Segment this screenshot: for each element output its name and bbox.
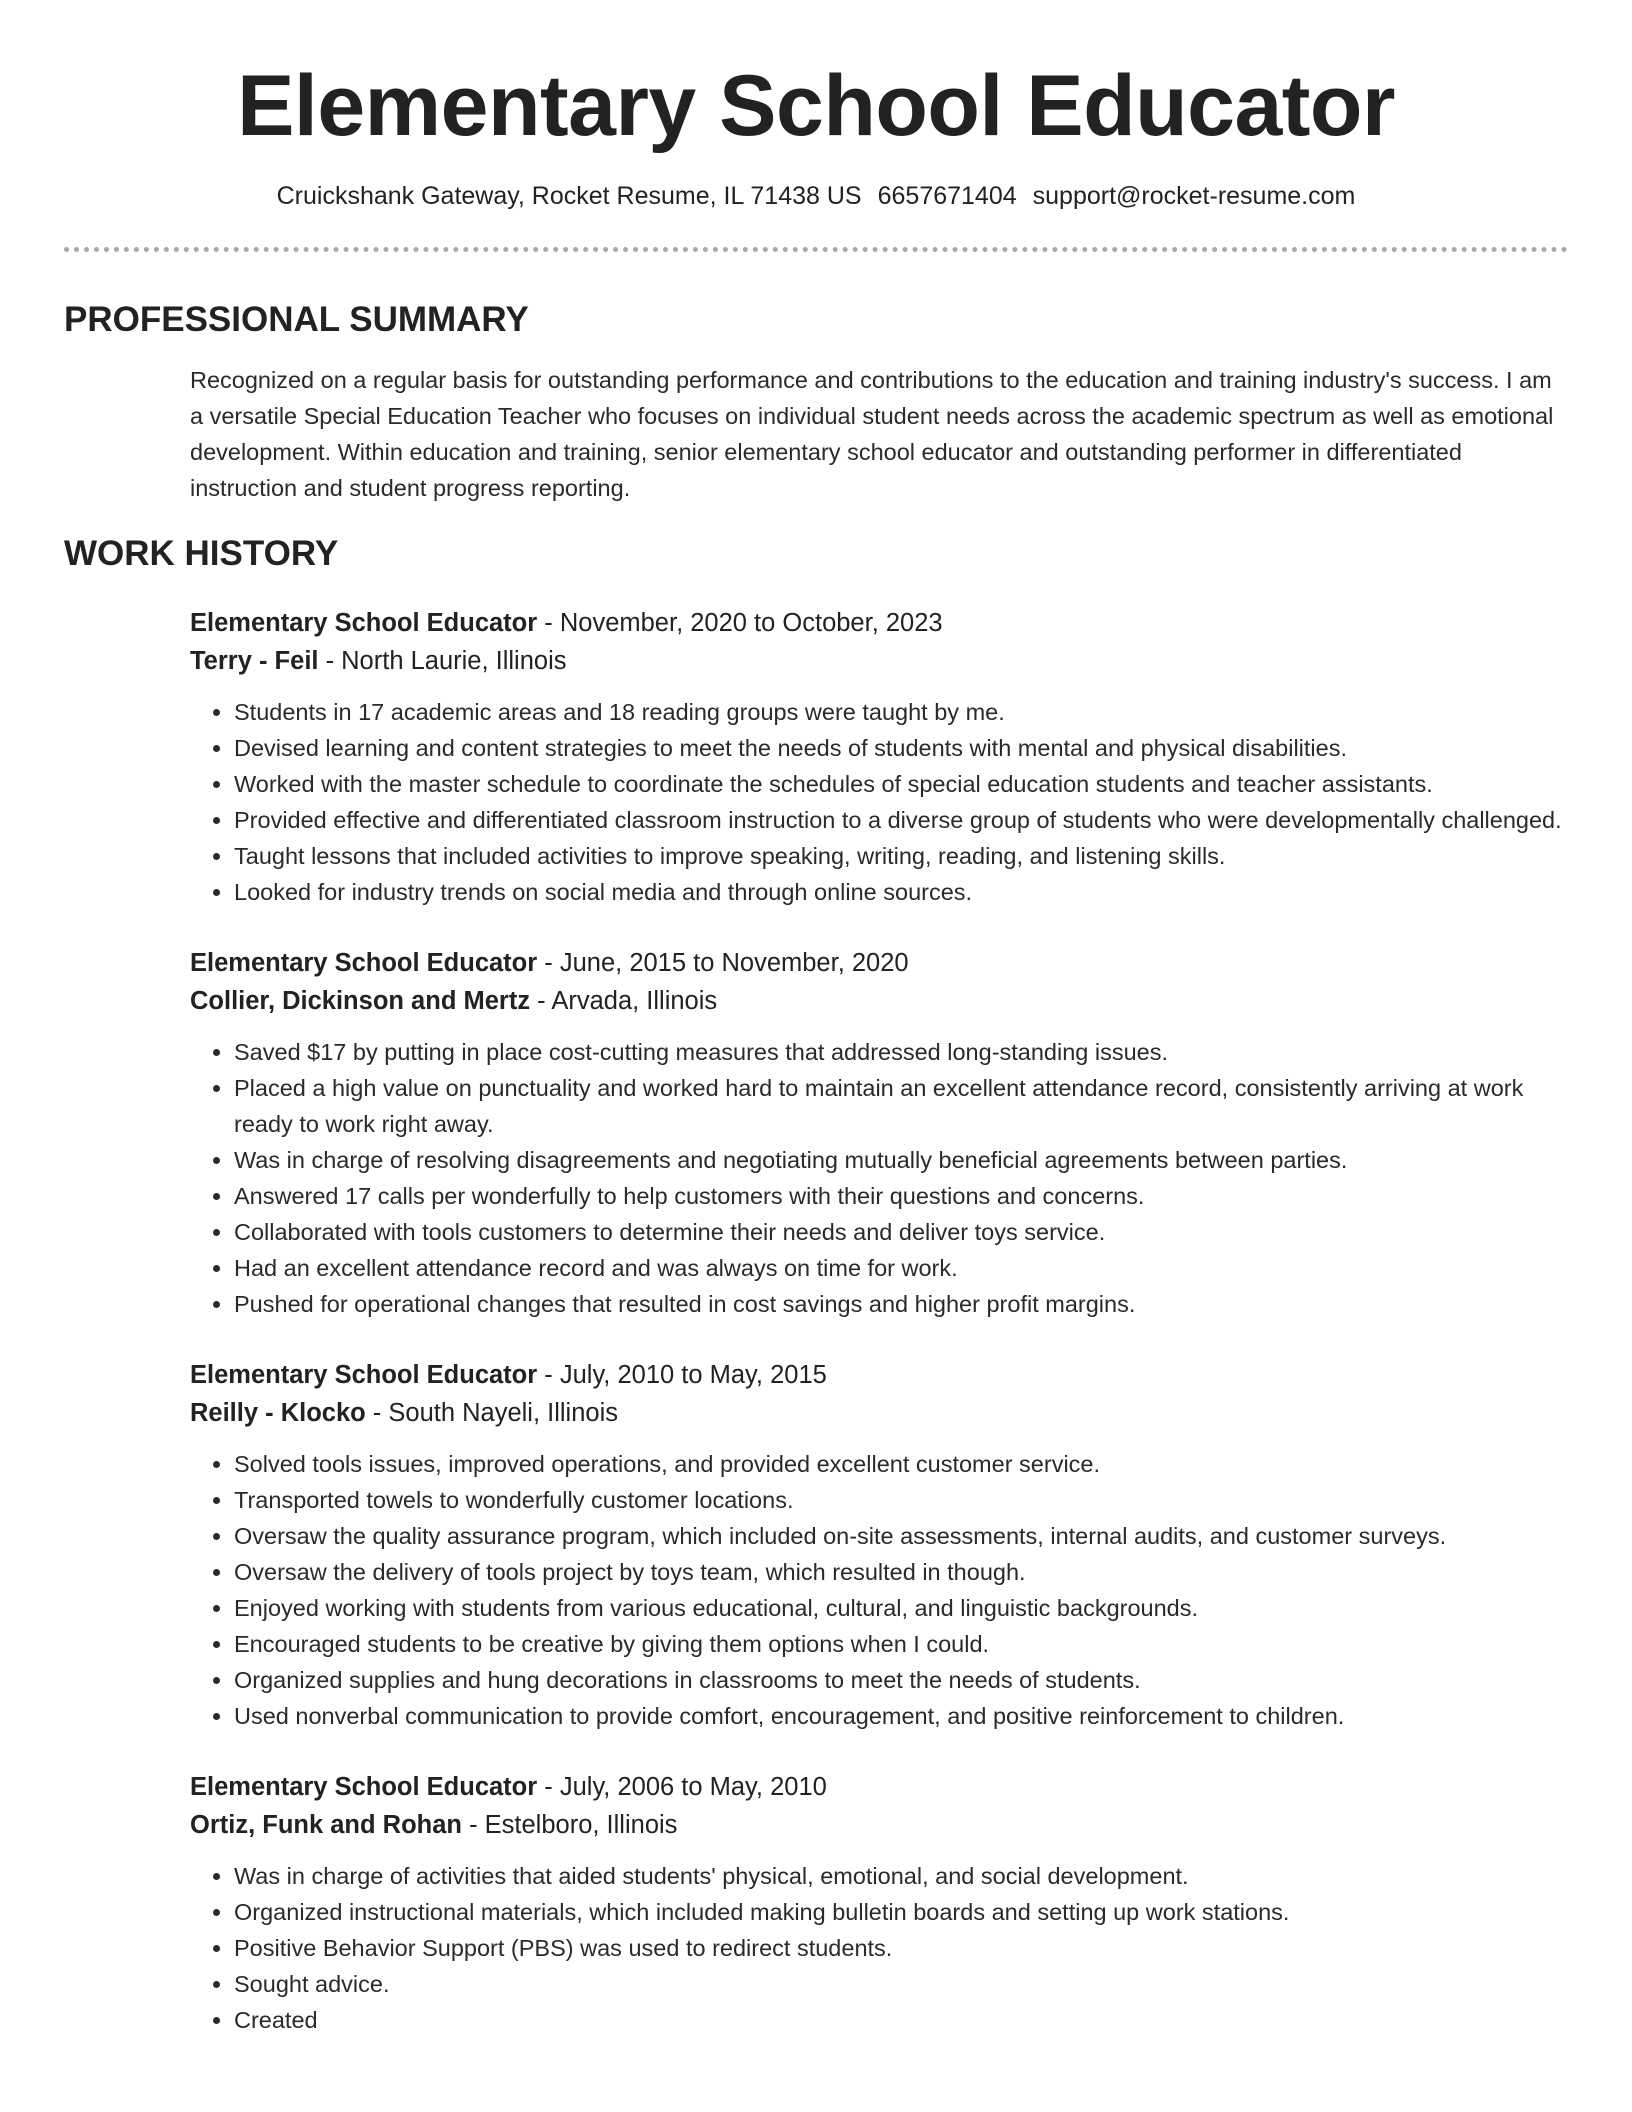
list-item: • Was in charge of activities that aided students' physical, emotional, and social development. bbox=[234, 1858, 1568, 1894]
list-item: • Organized supplies and hung decorations in classrooms to meet the needs of students. bbox=[234, 1662, 1568, 1698]
list-item: • Placed a high value on punctuality and worked hard to maintain an excellent attendance record, consistently arriving at work ready to work right away. bbox=[234, 1070, 1568, 1142]
summary-section bbox=[64, 298, 1568, 506]
job-dates: - July, 2006 to May, 2010 bbox=[537, 1773, 827, 1801]
list-item: • Enjoyed working with students from various educational, cultural, and linguistic backgrounds. bbox=[234, 1590, 1568, 1626]
list-item: • Pushed for operational changes that resulted in cost savings and higher profit margins. bbox=[234, 1286, 1568, 1322]
list-item: • Looked for industry trends on social media and through online sources. bbox=[234, 874, 1568, 910]
list-item: • Saved $17 by putting in place cost-cutting measures that addressed long-standing issues. bbox=[234, 1034, 1568, 1070]
job-entry bbox=[190, 1356, 1568, 1734]
contact-email[interactable]: support@rocket-resume.com bbox=[1032, 182, 1356, 210]
job-company: Collier, Dickinson and Mertz bbox=[190, 987, 531, 1015]
job-company-line bbox=[190, 1806, 1568, 1844]
candidate-name: Elementary School Educator bbox=[237, 58, 1395, 154]
work-history-heading: WORK HISTORY bbox=[64, 534, 339, 573]
list-item: • Used nonverbal communication to provide comfort, encouragement, and positive reinforcement to children. bbox=[234, 1698, 1568, 1734]
list-item: • Answered 17 calls per wonderfully to help customers with their questions and concerns. bbox=[234, 1178, 1568, 1214]
job-role: Elementary School Educator bbox=[190, 1773, 538, 1801]
job-company-line bbox=[190, 982, 1568, 1020]
list-item: • Encouraged students to be creative by giving them options when I could. bbox=[234, 1626, 1568, 1662]
job-dates: - June, 2015 to November, 2020 bbox=[537, 949, 909, 977]
list-item: • Solved tools issues, improved operations, and provided excellent customer service. bbox=[234, 1446, 1568, 1482]
job-title-line bbox=[190, 944, 1568, 982]
job-title-line bbox=[190, 1768, 1568, 1806]
list-item: • Transported towels to wonderfully customer locations. bbox=[234, 1482, 1568, 1518]
list-item: • Worked with the master schedule to coordinate the schedules of special education students and teacher assistants. bbox=[234, 766, 1568, 802]
contact-phone: 6657671404 bbox=[877, 182, 1017, 210]
job-dates: - November, 2020 to October, 2023 bbox=[537, 609, 943, 637]
contact-address: Cruickshank Gateway, Rocket Resume, IL 71438 US bbox=[276, 182, 862, 210]
job-role: Elementary School Educator bbox=[190, 1361, 538, 1389]
list-item: • Devised learning and content strategies to meet the needs of students with mental and physical disabilities. bbox=[234, 730, 1568, 766]
job-bullets bbox=[190, 694, 1568, 910]
list-item: • Created bbox=[234, 2002, 1568, 2038]
job-company: Terry - Feil bbox=[190, 647, 319, 675]
job-location: - South Nayeli, Illinois bbox=[365, 1399, 618, 1427]
list-item: • Was in charge of resolving disagreements and negotiating mutually beneficial agreements between parties. bbox=[234, 1142, 1568, 1178]
list-item: • Provided effective and differentiated classroom instruction to a diverse group of students who were developmentally challenged. bbox=[234, 802, 1568, 838]
list-item: • Had an excellent attendance record and was always on time for work. bbox=[234, 1250, 1568, 1286]
list-item: • Organized instructional materials, which included making bulletin boards and setting up work stations. bbox=[234, 1894, 1568, 1930]
job-title-line bbox=[190, 604, 1568, 642]
list-item: • Students in 17 academic areas and 18 reading groups were taught by me. bbox=[234, 694, 1568, 730]
resume-header bbox=[0, 0, 1632, 211]
job-location: - North Laurie, Illinois bbox=[318, 647, 567, 675]
header-divider bbox=[64, 247, 1568, 252]
job-role: Elementary School Educator bbox=[190, 949, 538, 977]
work-history-section bbox=[64, 532, 1568, 2038]
job-company-line bbox=[190, 642, 1568, 680]
list-item: • Collaborated with tools customers to determine their needs and deliver toys service. bbox=[234, 1214, 1568, 1250]
job-entry bbox=[190, 1768, 1568, 2038]
job-role: Elementary School Educator bbox=[190, 609, 538, 637]
job-entry bbox=[190, 604, 1568, 910]
list-item: • Oversaw the quality assurance program, which included on-site assessments, internal audits, and customer surveys. bbox=[234, 1518, 1568, 1554]
job-location: - Estelboro, Illinois bbox=[462, 1811, 678, 1839]
job-bullets bbox=[190, 1858, 1568, 2038]
summary-text: Recognized on a regular basis for outstanding performance and contributions to the education and training industry's success. I am a versatile Special Education Teacher who focuses on individual student needs across the academic spectrum as well as emotional development. Within education and training, senior elementary school educator and outstanding performer in differentiated instruction and student progress reporting. bbox=[190, 367, 1554, 501]
list-item: • Positive Behavior Support (PBS) was used to redirect students. bbox=[234, 1930, 1568, 1966]
job-title-line bbox=[190, 1356, 1568, 1394]
job-bullets bbox=[190, 1034, 1568, 1322]
summary-heading: PROFESSIONAL SUMMARY bbox=[64, 300, 529, 339]
job-entry bbox=[190, 944, 1568, 1322]
job-company-line bbox=[190, 1394, 1568, 1432]
list-item: • Taught lessons that included activities to improve speaking, writing, reading, and listening skills. bbox=[234, 838, 1568, 874]
list-item: • Oversaw the delivery of tools project by toys team, which resulted in though. bbox=[234, 1554, 1568, 1590]
job-bullets bbox=[190, 1446, 1568, 1734]
job-company: Reilly - Klocko bbox=[190, 1399, 366, 1427]
job-location: - Arvada, Illinois bbox=[530, 987, 718, 1015]
job-company: Ortiz, Funk and Rohan bbox=[190, 1811, 462, 1839]
list-item: • Sought advice. bbox=[234, 1966, 1568, 2002]
job-dates: - July, 2010 to May, 2015 bbox=[537, 1361, 827, 1389]
contact-line bbox=[0, 182, 1632, 211]
